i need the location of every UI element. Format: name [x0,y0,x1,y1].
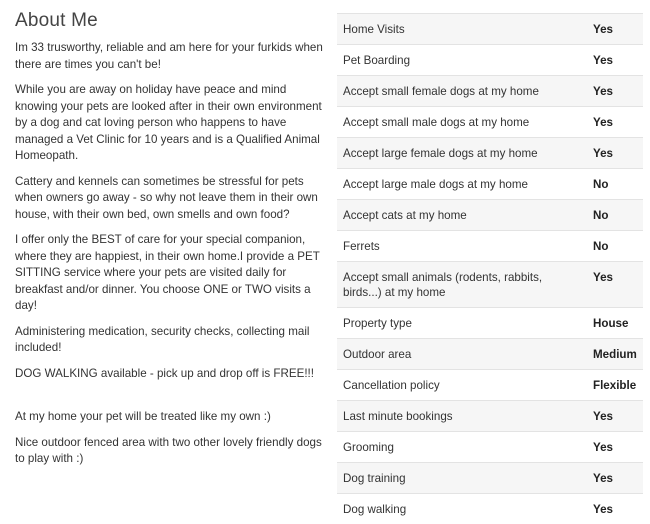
service-label: Outdoor area [337,339,587,370]
table-row [337,494,643,524]
service-label: Cancellation policy [337,370,587,401]
table-row [337,231,643,262]
service-value: Flexible [587,370,643,401]
table-row [337,76,643,107]
service-label: Accept small male dogs at my home [337,107,587,138]
service-label: Accept large male dogs at my home [337,169,587,200]
table-row [337,107,643,138]
service-label: Last minute bookings [337,401,587,432]
table-row [337,14,643,45]
service-value: Medium [587,339,643,370]
service-label: Dog walking [337,494,587,524]
about-paragraph: While you are away on holiday have peace and mind knowing your pets are looked after in their own environment by a dog and cat loving person who happens to have managed a Vet Clinic for 10 years and is a Qualified Animal Homeopath. [15,82,327,165]
services-table-container [337,13,643,524]
service-value: No [587,169,643,200]
service-label: Dog training [337,463,587,494]
about-paragraph: At my home your pet will be treated like my own :) [15,409,327,426]
about-title: About Me [15,10,327,32]
service-value: Yes [587,262,643,308]
table-row [337,262,643,308]
service-value: Yes [587,14,643,45]
service-value: Yes [587,107,643,138]
service-value: Yes [587,138,643,169]
table-row [337,370,643,401]
about-section [15,10,327,477]
service-value: Yes [587,401,643,432]
service-label: Accept small female dogs at my home [337,76,587,107]
service-label: Pet Boarding [337,45,587,76]
about-paragraph: Cattery and kennels can sometimes be stressful for pets when owners go away - so why not leave them in their own house, with their own bed, own smells and own food? [15,174,327,224]
service-label: Ferrets [337,231,587,262]
service-label: Accept small animals (rodents, rabbits, birds...) at my home [337,262,587,308]
service-label: Grooming [337,432,587,463]
service-label: Accept large female dogs at my home [337,138,587,169]
table-row [337,169,643,200]
table-row [337,138,643,169]
about-paragraph: I offer only the BEST of care for your special companion, where they are happiest, in their own home.I provide a PET SITTING service where your pets are visited daily for breakfast and/or dinner. You choose ONE or TWO visits a day! [15,232,327,315]
table-row [337,200,643,231]
about-paragraph: Administering medication, security checks, collecting mail included! [15,324,327,357]
service-value: Yes [587,494,643,524]
about-paragraph: DOG WALKING available - pick up and drop off is FREE!!! [15,366,327,383]
table-row [337,308,643,339]
services-table [337,13,643,524]
about-paragraph: Nice outdoor fenced area with two other lovely friendly dogs to play with :) [15,435,327,468]
service-value: House [587,308,643,339]
service-label: Property type [337,308,587,339]
service-value: No [587,231,643,262]
service-value: No [587,200,643,231]
table-row [337,463,643,494]
service-value: Yes [587,76,643,107]
service-value: Yes [587,432,643,463]
table-row [337,45,643,76]
table-row [337,432,643,463]
service-value: Yes [587,45,643,76]
service-label: Accept cats at my home [337,200,587,231]
service-value: Yes [587,463,643,494]
about-paragraph: Im 33 trusworthy, reliable and am here for your furkids when there are times you can't be! [15,40,327,73]
table-row [337,339,643,370]
table-row [337,401,643,432]
service-label: Home Visits [337,14,587,45]
